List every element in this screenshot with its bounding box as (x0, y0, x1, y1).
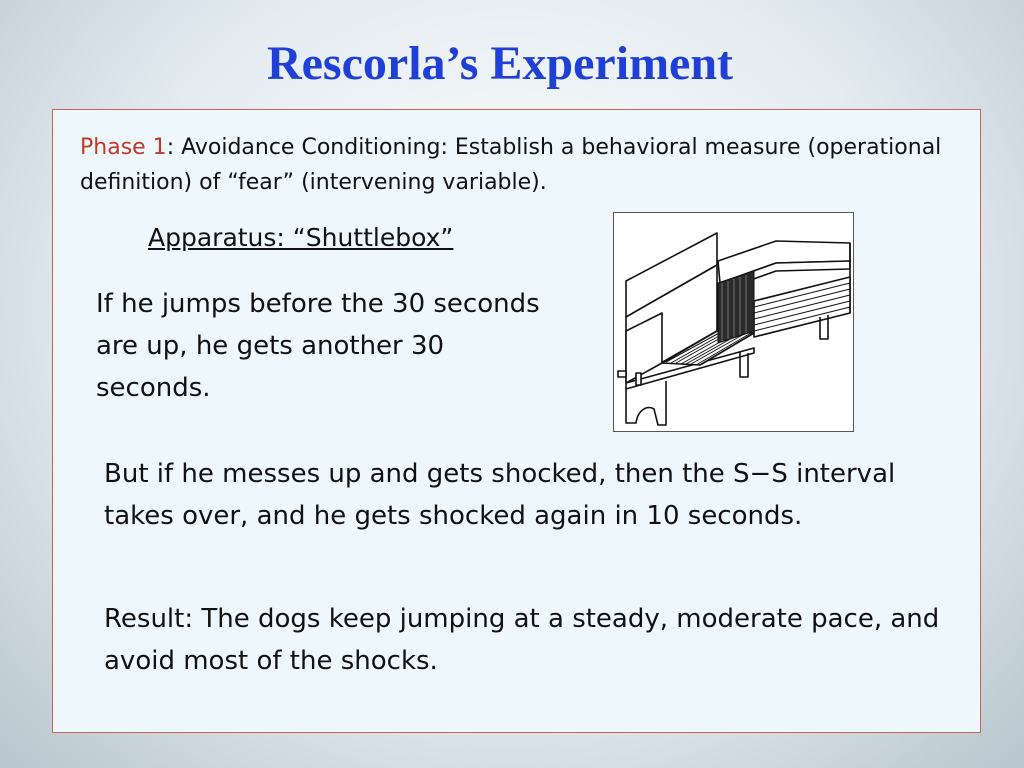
shuttlebox-illustration (613, 212, 854, 432)
shock-paragraph: But if he messes up and gets shocked, then the S−S interval takes over, and he gets shocked again in 10 seconds. (104, 459, 896, 531)
phase-text: : Avoidance Conditioning: Establish a behavioral measure (operational definition) of “fear” (intervening variable). (80, 135, 942, 195)
phase-label: Phase 1 (80, 135, 167, 160)
phase-description (80, 130, 970, 200)
apparatus-heading: Apparatus: “Shuttlebox” (148, 223, 454, 252)
jump-paragraph: If he jumps before the 30 seconds are up, he gets another 30 seconds. (96, 289, 540, 403)
slide-title: Rescorla’s Experiment (266, 37, 734, 90)
result-paragraph: Result: The dogs keep jumping at a steady, moderate pace, and avoid most of the shocks. (104, 604, 940, 676)
shuttlebox-icon (614, 213, 853, 431)
